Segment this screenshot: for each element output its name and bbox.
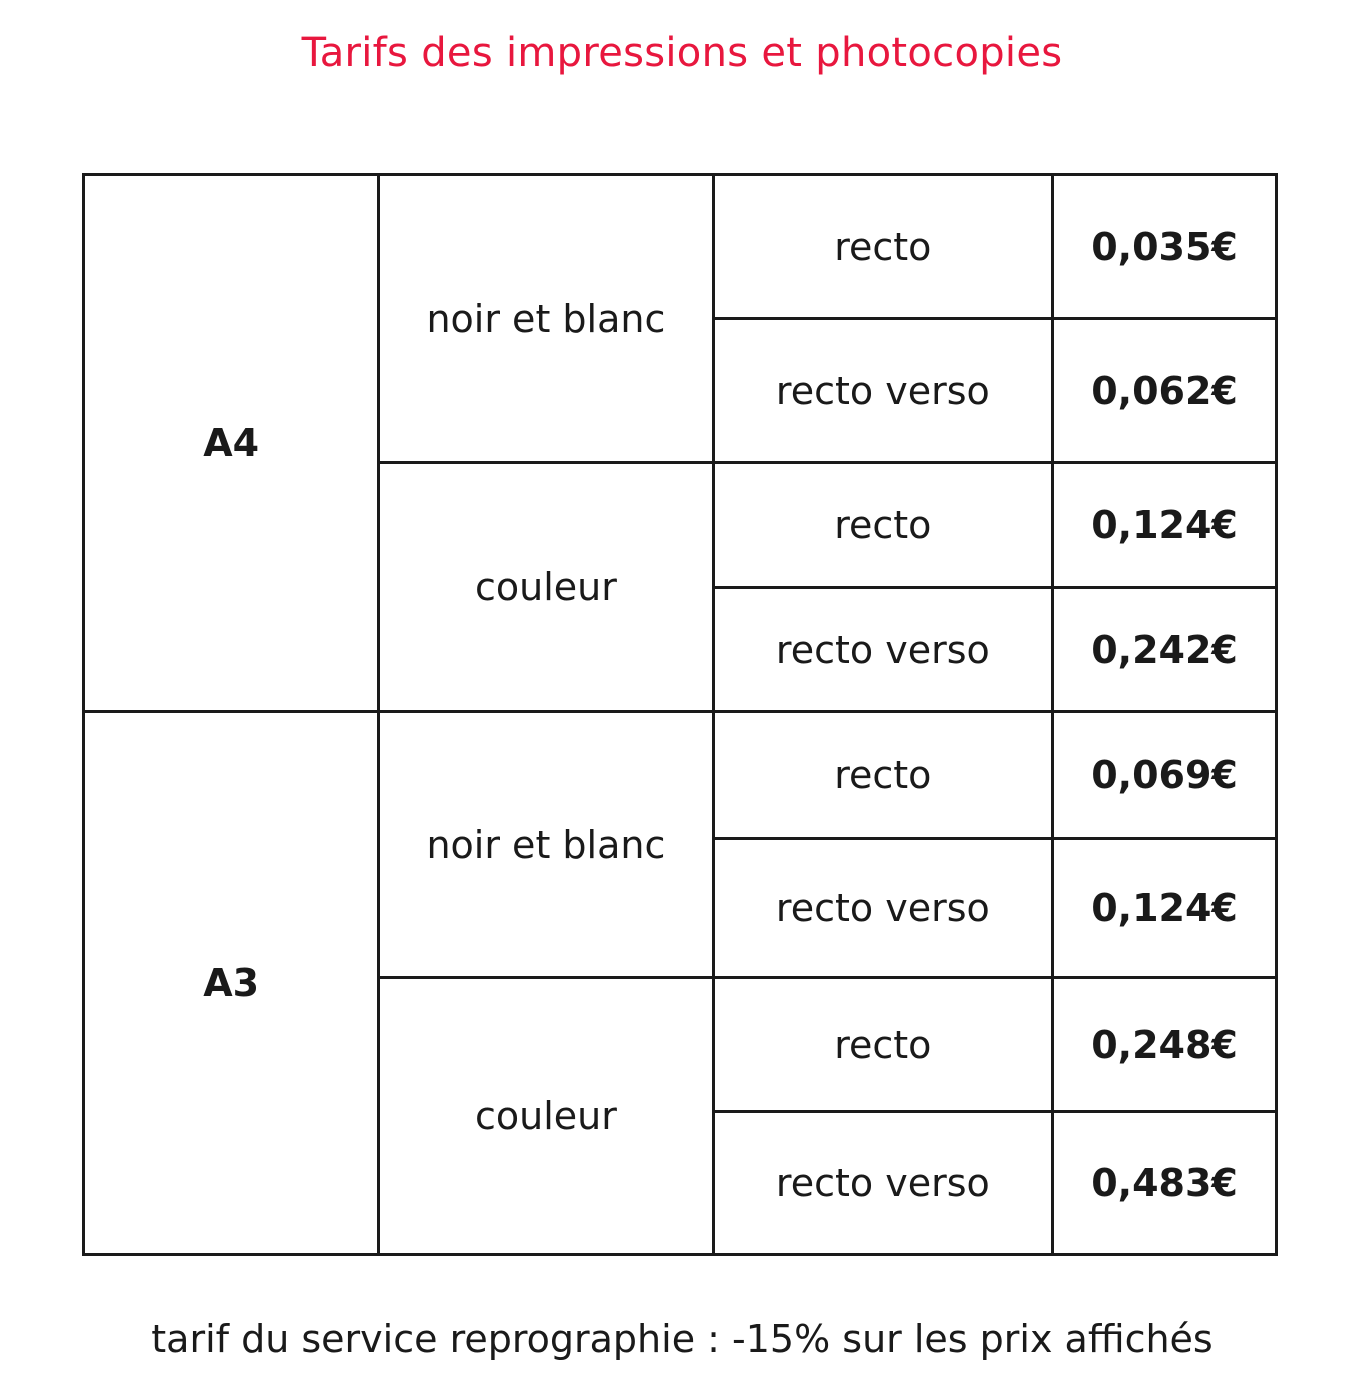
discount-note: tarif du service reprographie : -15% sur les prix affichés	[151, 1317, 1213, 1361]
side-cell: recto	[713, 175, 1052, 319]
price-cell: 0,035€	[1053, 175, 1277, 319]
price-cell: 0,248€	[1053, 978, 1277, 1112]
side-cell: recto verso	[713, 839, 1052, 978]
price-table	[82, 173, 1278, 1256]
price-cell: 0,124€	[1053, 463, 1277, 588]
format-cell-a4: A4	[84, 175, 379, 712]
format-cell-a3: A3	[84, 712, 379, 1255]
price-cell: 0,069€	[1053, 712, 1277, 839]
mode-cell: noir et blanc	[379, 712, 713, 978]
side-cell: recto	[713, 978, 1052, 1112]
side-cell: recto verso	[713, 1112, 1052, 1255]
side-cell: recto	[713, 463, 1052, 588]
side-cell: recto verso	[713, 319, 1052, 463]
table-row	[84, 712, 1277, 839]
price-cell: 0,124€	[1053, 839, 1277, 978]
price-cell: 0,242€	[1053, 588, 1277, 712]
mode-cell: noir et blanc	[379, 175, 713, 463]
page-title: Tarifs des impressions et photocopies	[301, 30, 1063, 76]
side-cell: recto	[713, 712, 1052, 839]
price-cell: 0,062€	[1053, 319, 1277, 463]
table-row	[84, 175, 1277, 319]
price-cell: 0,483€	[1053, 1112, 1277, 1255]
mode-cell: couleur	[379, 978, 713, 1255]
mode-cell: couleur	[379, 463, 713, 712]
side-cell: recto verso	[713, 588, 1052, 712]
